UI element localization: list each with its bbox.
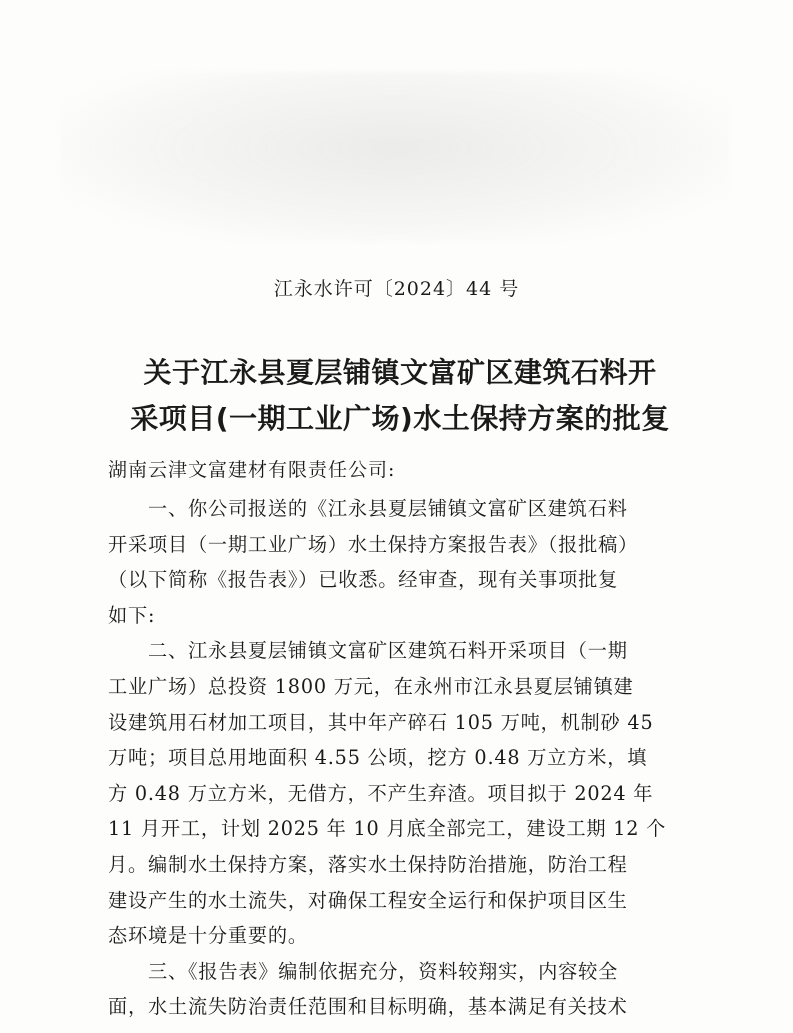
addressee: 湖南云津文富建材有限责任公司:: [108, 459, 396, 481]
body-line: 二、江永县夏层铺镇文富矿区建筑石料开采项目（一期: [148, 639, 628, 663]
body-text: [108, 491, 678, 1025]
title-line: 关于江永县夏层铺镇文富矿区建筑石料开: [143, 356, 657, 389]
body-line: 月。编制水土保持方案，落实水土保持防治措施，防治工程: [108, 852, 628, 876]
body-line: 开采项目（一期工业广场）水土保持方案报告表》（报批稿）: [108, 532, 639, 556]
header-band: [60, 72, 730, 242]
body-line: 三、《报告表》编制依据充分，资料较翔实，内容较全: [148, 959, 619, 983]
body-line: 面，水土流失防治责任范围和目标明确，基本满足有关技术: [108, 995, 628, 1019]
body-line: 11 月开工，计划 2025 年 10 月底全部完工，建设工期 12 个: [108, 817, 667, 841]
document-number: 江永水许可〔2024〕44 号: [273, 278, 520, 300]
body-line: 态环境是十分重要的。: [108, 924, 308, 948]
body-line: 一、你公司报送的《江永县夏层铺镇文富矿区建筑石料: [148, 497, 628, 520]
document-title: [80, 350, 720, 442]
body-line: 设建筑用石材加工项目，其中年产碎石 105 万吨，机制砂 45: [108, 710, 654, 734]
body-line: 建设产生的水土流失，对确保工程安全运行和保护项目区生: [108, 888, 628, 912]
body-line: 万吨；项目总用地面积 4.55 公顷，挖方 0.48 万立方米，填: [108, 746, 648, 770]
body-line: （以下简称《报告表》）已收悉。经审查，现有关事项批复: [108, 568, 619, 592]
title-line: 采项目(一期工业广场)水土保持方案的批复: [130, 402, 670, 435]
body-line: 工业广场）总投资 1800 万元，在永州市江永县夏层铺镇建: [108, 674, 634, 698]
body-line: 方 0.48 万立方米，无借方，不产生弃渣。项目拟于 2024 年: [108, 781, 654, 805]
body-line: 如下:: [108, 603, 156, 627]
